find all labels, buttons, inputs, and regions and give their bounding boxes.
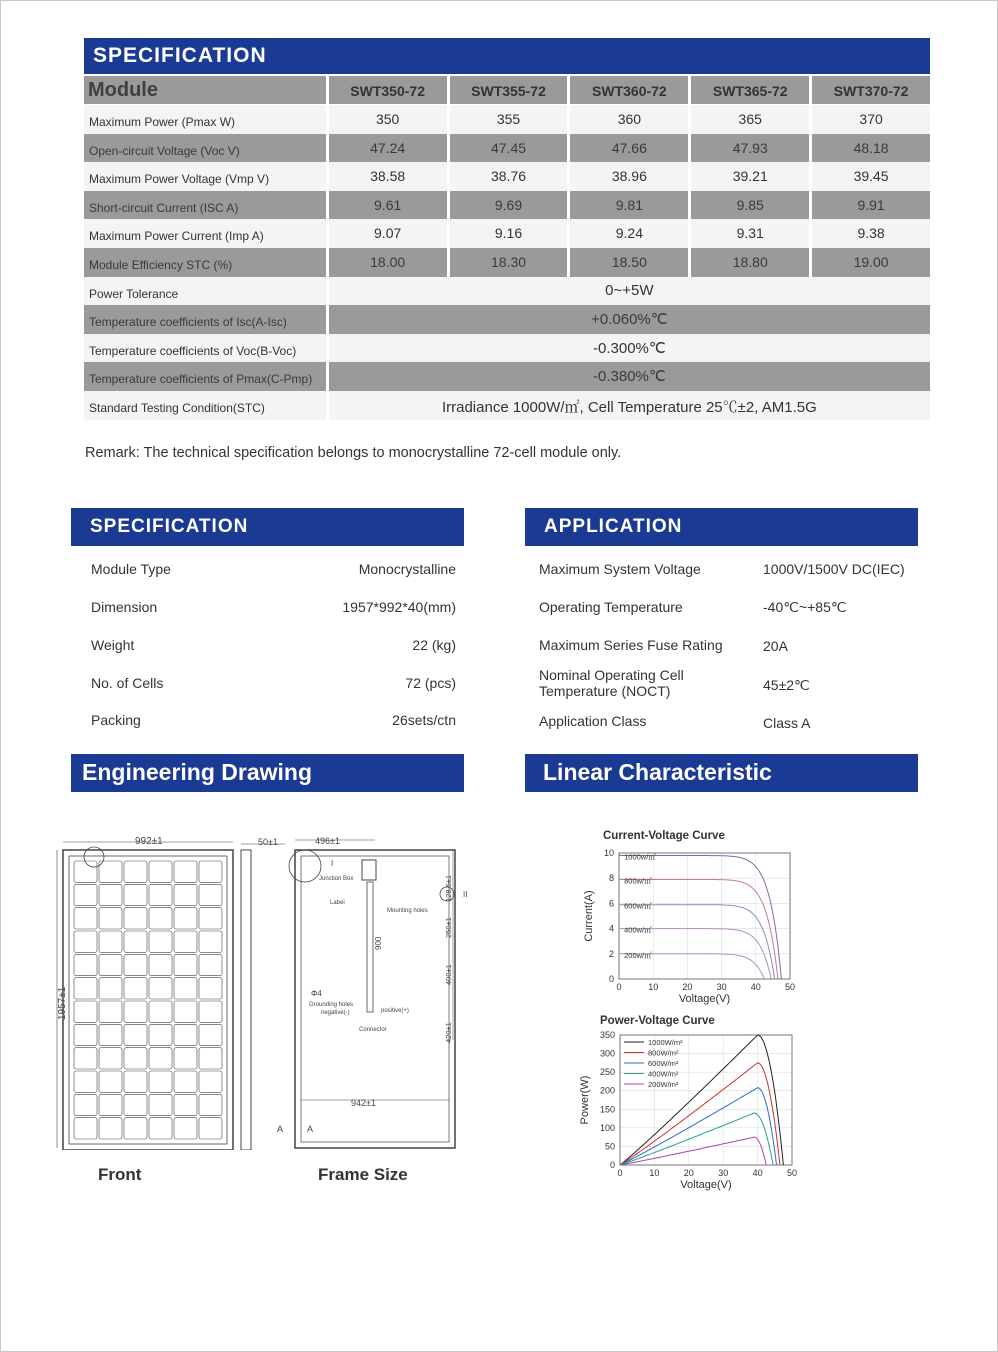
x-tick-label: 30: [718, 1168, 729, 1178]
spec-row-label: Module Efficiency STC (%): [84, 248, 326, 277]
series-line: [620, 1137, 766, 1165]
solar-cell: [199, 931, 222, 952]
solar-cell: [99, 954, 122, 975]
legend-label: 600W/m²: [648, 1059, 679, 1068]
specification-banner: SPECIFICATION: [71, 508, 464, 546]
solar-cell: [149, 1071, 172, 1092]
solar-cell: [124, 1094, 147, 1115]
solar-cell: [149, 1024, 172, 1045]
solar-cell: [149, 861, 172, 882]
spec-row-label: Power Tolerance: [84, 277, 326, 306]
spec-row: [84, 248, 930, 277]
solar-cell: [174, 1094, 197, 1115]
app-item-label-line2: Temperature (NOCT): [539, 683, 671, 699]
series-label: 400w/㎡: [624, 925, 652, 935]
solar-cell: [199, 1094, 222, 1115]
legend-label: 1000W/m²: [648, 1038, 683, 1047]
solar-cell: [124, 978, 147, 999]
spec-cell: 9.85: [691, 191, 809, 220]
spec-cell: 9.16: [450, 219, 568, 248]
callout-positive: positive(+): [381, 1008, 409, 1014]
solar-cell: [74, 978, 97, 999]
app-item-value: Class A: [763, 715, 811, 731]
depth-dim: 50±1: [258, 837, 278, 847]
solar-cell: [74, 1118, 97, 1139]
solar-cell: [99, 978, 122, 999]
plot-area: [619, 853, 790, 979]
spec-item-label: Weight: [91, 637, 135, 653]
solar-cell: [124, 884, 147, 905]
solar-cell: [124, 861, 147, 882]
callout-grounding: Grounding holes: [309, 1002, 354, 1008]
app-item-label: Application Class: [539, 713, 647, 729]
solar-cell: [99, 1048, 122, 1069]
solar-cell: [149, 931, 172, 952]
y-tick-label: 6: [608, 898, 614, 909]
solar-cell: [74, 908, 97, 929]
mark-a-right: A: [307, 1124, 314, 1134]
app-item-label: Nominal Operating Cell: [539, 667, 684, 683]
y-tick-label: 4: [608, 923, 614, 934]
solar-cell: [99, 1001, 122, 1022]
callout-mounting-holes: Mounting holes: [387, 908, 428, 914]
solar-cell: [99, 884, 122, 905]
mark-ii: II: [463, 890, 468, 899]
solar-cell: [199, 1024, 222, 1045]
series-line: [620, 1088, 777, 1165]
x-axis-label: Voltage(V): [680, 1179, 732, 1191]
spec-cell: 9.81: [570, 191, 688, 220]
spec-row-label: Standard Testing Condition(STC): [84, 391, 326, 420]
pv-chart: [574, 1008, 810, 1198]
app-item-label: Maximum System Voltage: [539, 561, 701, 577]
plot-area: [620, 1035, 792, 1165]
y-tick-label: 0: [609, 1160, 615, 1170]
model-header: SWT360-72: [570, 76, 688, 104]
series-line: [619, 856, 781, 980]
front-panel-drawing: [57, 842, 233, 1150]
engineering-drawing: [55, 830, 475, 1150]
junction-box-shape: [362, 860, 376, 880]
spec-span-value: -0.300%℃: [329, 334, 930, 363]
series-line: [619, 905, 775, 979]
spec-item-value: 22 (kg): [412, 637, 456, 653]
solar-cell: [199, 1118, 222, 1139]
solar-cell: [74, 1048, 97, 1069]
callout-junction-box: Junction Box: [319, 876, 354, 882]
x-tick-label: 0: [617, 1168, 623, 1178]
solar-cell: [149, 1094, 172, 1115]
x-tick-label: 50: [786, 1168, 798, 1178]
cell-grid: [74, 861, 222, 1139]
solar-cell: [199, 1001, 222, 1022]
solar-cell: [174, 1071, 197, 1092]
app-item-value: 20A: [763, 638, 788, 654]
dim-250: 250±1: [444, 917, 453, 938]
spec-row: [84, 134, 930, 163]
spec-cell: 9.24: [570, 219, 688, 248]
solar-cell: [174, 861, 197, 882]
spec-cell: 370: [812, 105, 930, 134]
solar-cell: [174, 1048, 197, 1069]
solar-cell: [124, 1071, 147, 1092]
solar-cell: [124, 1001, 147, 1022]
x-tick-label: 10: [648, 982, 659, 992]
solar-cell: [74, 884, 97, 905]
detail-circle-i: [289, 850, 321, 882]
solar-cell: [199, 1048, 222, 1069]
solar-cell: [99, 1024, 122, 1045]
solar-cell: [174, 978, 197, 999]
x-tick-label: 40: [750, 982, 761, 992]
app-item-value: -40℃~+85℃: [763, 599, 847, 615]
spec-cell: 18.30: [450, 248, 568, 277]
spec-cell: 48.18: [812, 134, 930, 163]
spec-cell: 9.31: [691, 219, 809, 248]
solar-cell: [99, 1118, 122, 1139]
spec-row-label: Maximum Power (Pmax W): [84, 105, 326, 134]
side-profile-outline: [241, 850, 251, 1150]
solar-cell: [99, 1071, 122, 1092]
spec-item-label: Module Type: [91, 561, 171, 577]
solar-cell: [99, 931, 122, 952]
iv-chart: [578, 823, 810, 1008]
callout-connector: Connector: [359, 1027, 387, 1033]
x-tick-label: 0: [616, 982, 622, 992]
top-dim: 496±1: [315, 836, 340, 846]
y-axis-label: Current(A): [583, 890, 595, 942]
spec-span-row: [84, 334, 930, 363]
x-tick-label: 50: [784, 982, 796, 992]
dim-420: 420±1: [444, 1022, 453, 1043]
spec-cell: 350: [329, 105, 447, 134]
mark-a-left: A: [277, 1124, 284, 1134]
spec-table: [84, 76, 930, 420]
spec-row: [84, 162, 930, 191]
spec-span-value: -0.380%℃: [329, 362, 930, 391]
mark-i: I: [331, 859, 334, 868]
y-tick-label: 200: [599, 1085, 615, 1096]
spec-cell: 19.00: [812, 248, 930, 277]
y-tick-label: 300: [599, 1048, 615, 1059]
spec-row: [84, 105, 930, 134]
spec-cell: 9.38: [812, 219, 930, 248]
y-axis-label: Power(W): [579, 1075, 591, 1125]
spec-row-label: Temperature coefficients of Isc(A-Isc): [84, 305, 326, 334]
model-header: SWT355-72: [450, 76, 568, 104]
y-tick-label: 100: [599, 1122, 615, 1133]
y-tick-label: 50: [604, 1141, 615, 1152]
spec-row: [84, 191, 930, 220]
legend-label: 800W/m²: [648, 1048, 679, 1058]
solar-cell: [199, 954, 222, 975]
chart-title: Power-Voltage Curve: [600, 1015, 715, 1027]
model-header: SWT365-72: [691, 76, 809, 104]
app-item-label: Operating Temperature: [539, 599, 683, 615]
solar-cell: [74, 954, 97, 975]
series-line: [620, 1113, 773, 1165]
solar-cell: [124, 931, 147, 952]
app-item-label: Maximum Series Fuse Rating: [539, 637, 723, 653]
spec-item-label: No. of Cells: [91, 675, 164, 691]
solar-cell: [74, 931, 97, 952]
spec-cell: 39.45: [812, 162, 930, 191]
callout-label: Label: [330, 900, 345, 906]
spec-item-value: Monocrystalline: [358, 561, 456, 577]
solar-cell: [174, 1024, 197, 1045]
spec-row-label: Temperature coefficients of Voc(B-Voc): [84, 334, 326, 363]
spec-item-value: 72 (pcs): [405, 675, 456, 691]
bottom-dim: 942±1: [351, 1098, 376, 1108]
solar-cell: [149, 954, 172, 975]
x-tick-label: 20: [683, 1168, 694, 1178]
side-profile-drawing: [241, 844, 285, 1150]
module-header-label: Module: [84, 76, 326, 104]
application-banner: APPLICATION: [525, 508, 918, 546]
front-panel-inner: [69, 856, 227, 1144]
hole-dim: Φ4: [311, 989, 322, 998]
y-tick-label: 0: [608, 974, 614, 984]
cable-shape: [367, 882, 373, 1012]
solar-cell: [199, 861, 222, 882]
solar-cell: [149, 978, 172, 999]
solar-cell: [124, 908, 147, 929]
spec-row-label: Short-circuit Current (ISC A): [84, 191, 326, 220]
solar-cell: [74, 1001, 97, 1022]
spec-cell: 47.24: [329, 134, 447, 163]
solar-cell: [174, 1118, 197, 1139]
spec-cell: 47.66: [570, 134, 688, 163]
solar-cell: [199, 978, 222, 999]
series-label: 600w/㎡: [624, 901, 652, 911]
series-line: [620, 1035, 783, 1165]
spec-span-row: [84, 305, 930, 334]
spec-row-label: Maximum Power Current (Imp A): [84, 219, 326, 248]
spec-row-label: Temperature coefficients of Pmax(C-Pmp): [84, 362, 326, 391]
spec-cell: 38.96: [570, 162, 688, 191]
y-tick-label: 8: [608, 873, 614, 884]
spec-span-value: 0~+5W: [329, 277, 930, 306]
spec-span-row: [84, 277, 930, 306]
height-dim: 1957±1: [57, 986, 68, 1020]
spec-item-label: Packing: [91, 712, 141, 728]
spec-span-value: Irradiance 1000W/㎡, Cell Temperature 25℃±2, AM1.5G: [329, 391, 930, 420]
dim-128: 128.5±1: [444, 874, 453, 902]
app-item-value: 1000V/1500V DC(IEC): [763, 561, 905, 577]
spec-span-value: +0.060%℃: [329, 305, 930, 334]
y-tick-label: 150: [599, 1104, 615, 1115]
solar-cell: [149, 1001, 172, 1022]
x-axis-label: Voltage(V): [678, 993, 731, 1005]
spec-cell: 18.50: [570, 248, 688, 277]
chart-title: Current-Voltage Curve: [603, 830, 725, 842]
app-item-value: 45±2℃: [763, 677, 810, 693]
spec-cell: 355: [450, 105, 568, 134]
y-tick-label: 2: [608, 948, 614, 959]
solar-cell: [99, 861, 122, 882]
solar-cell: [149, 1048, 172, 1069]
solar-cell: [174, 884, 197, 905]
spec-cell: 38.58: [329, 162, 447, 191]
spec-table-header: [84, 76, 930, 104]
cable-dim: 900: [374, 936, 383, 950]
solar-cell: [74, 1094, 97, 1115]
solar-cell: [149, 908, 172, 929]
spec-cell: 365: [691, 105, 809, 134]
spec-span-row: [84, 391, 930, 420]
callout-negative: negative(-): [321, 1010, 350, 1016]
spec-item-value: 26sets/ctn: [392, 712, 456, 728]
y-tick-label: 10: [603, 848, 614, 858]
front-panel-outline: [63, 850, 233, 1150]
spec-row: [84, 219, 930, 248]
solar-cell: [99, 1094, 122, 1115]
solar-cell: [149, 1118, 172, 1139]
spec-item-value: 1957*992*40(mm): [342, 599, 456, 615]
model-header: SWT350-72: [329, 76, 447, 104]
solar-cell: [149, 884, 172, 905]
series-label: 800w/㎡: [624, 876, 652, 886]
engineering-drawing-banner: Engineering Drawing: [71, 754, 464, 792]
y-tick-label: 350: [599, 1030, 615, 1040]
solar-cell: [99, 908, 122, 929]
solar-cell: [74, 1024, 97, 1045]
spec-cell: 47.45: [450, 134, 568, 163]
spec-cell: 9.61: [329, 191, 447, 220]
solar-cell: [74, 1071, 97, 1092]
spec-cell: 9.91: [812, 191, 930, 220]
solar-cell: [199, 884, 222, 905]
spec-cell: 39.21: [691, 162, 809, 191]
spec-span-row: [84, 362, 930, 391]
spec-cell: 47.93: [691, 134, 809, 163]
solar-cell: [124, 1024, 147, 1045]
spec-row-label: Maximum Power Voltage (Vmp V): [84, 162, 326, 191]
x-tick-label: 20: [682, 982, 693, 992]
solar-cell: [124, 954, 147, 975]
y-tick-label: 250: [599, 1067, 615, 1078]
solar-cell: [124, 1118, 147, 1139]
x-tick-label: 30: [716, 982, 727, 992]
frame-size-caption: Frame Size: [318, 1165, 408, 1184]
spec-table-banner: SPECIFICATION: [84, 38, 930, 74]
x-tick-label: 40: [752, 1168, 763, 1178]
model-header: SWT370-72: [812, 76, 930, 104]
solar-cell: [174, 931, 197, 952]
spec-cell: 9.07: [329, 219, 447, 248]
solar-cell: [74, 861, 97, 882]
legend-label: 400W/m²: [648, 1069, 679, 1079]
series-label: 1000w/㎡: [624, 852, 656, 862]
solar-cell: [199, 908, 222, 929]
spec-cell: 9.69: [450, 191, 568, 220]
width-dim: 992±1: [135, 836, 163, 847]
spec-cell: 38.76: [450, 162, 568, 191]
x-tick-label: 10: [649, 1168, 660, 1178]
linear-characteristic-banner: Linear Characteristic: [525, 754, 918, 792]
solar-cell: [174, 908, 197, 929]
front-caption: Front: [98, 1165, 142, 1184]
solar-cell: [199, 1071, 222, 1092]
spec-row-label: Open-circuit Voltage (Voc V): [84, 134, 326, 163]
remark-text: Remark: The technical specification belongs to monocrystalline 72-cell module only.: [85, 445, 622, 461]
spec-cell: 18.80: [691, 248, 809, 277]
solar-cell: [174, 954, 197, 975]
series-label: 200w/㎡: [624, 950, 652, 960]
solar-cell: [124, 1048, 147, 1069]
spec-cell: 18.00: [329, 248, 447, 277]
dim-400: 400±1: [444, 964, 453, 985]
solar-cell: [174, 1001, 197, 1022]
spec-item-label: Dimension: [91, 599, 158, 615]
spec-cell: 360: [570, 105, 688, 134]
legend-label: 200W/m²: [648, 1080, 679, 1089]
